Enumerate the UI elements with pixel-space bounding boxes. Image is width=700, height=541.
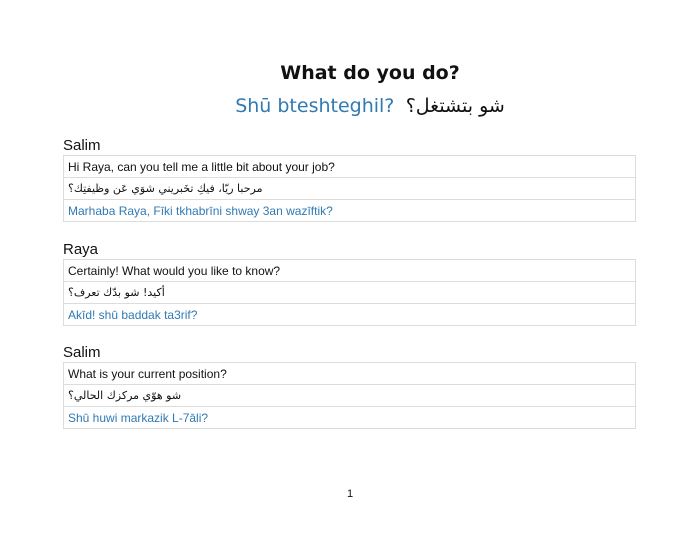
- transliteration-line: Marhaba Raya, Fīki tkhabrīni shway 3an wazīftik?: [64, 200, 635, 222]
- transliteration-line: Shū huwi markazik L-7āli?: [64, 407, 635, 429]
- english-line: Certainly! What would you like to know?: [64, 260, 635, 282]
- speaker-name: Raya: [63, 241, 99, 258]
- dialogue-lines: [63, 362, 636, 429]
- subtitle-arabic: شو بتشتغل؟: [405, 95, 505, 117]
- transliteration-line: Akīd! shū baddak ta3rif?: [64, 304, 635, 326]
- page-subtitle: [0, 92, 700, 121]
- dialogue-lines: [63, 155, 636, 222]
- page-number: 1: [346, 488, 354, 500]
- subtitle-transliteration: Shū bteshteghil?: [235, 95, 395, 117]
- arabic-line: مرحبا ريّا، فيكِ تخَبريني شوَي عَن وظيفتِك؟: [64, 178, 635, 200]
- arabic-line: أكيد! شو بدّك تعرف؟: [64, 282, 635, 304]
- dialogue-lines: [63, 259, 636, 326]
- english-line: Hi Raya, can you tell me a little bit about your job?: [64, 156, 635, 178]
- arabic-line: شو هوّي مركزك الحالي؟: [64, 385, 635, 407]
- speaker-name: Salim: [63, 344, 101, 361]
- page-title: What do you do?: [280, 62, 460, 84]
- speaker-name: Salim: [63, 137, 101, 154]
- english-line: What is your current position?: [64, 363, 635, 385]
